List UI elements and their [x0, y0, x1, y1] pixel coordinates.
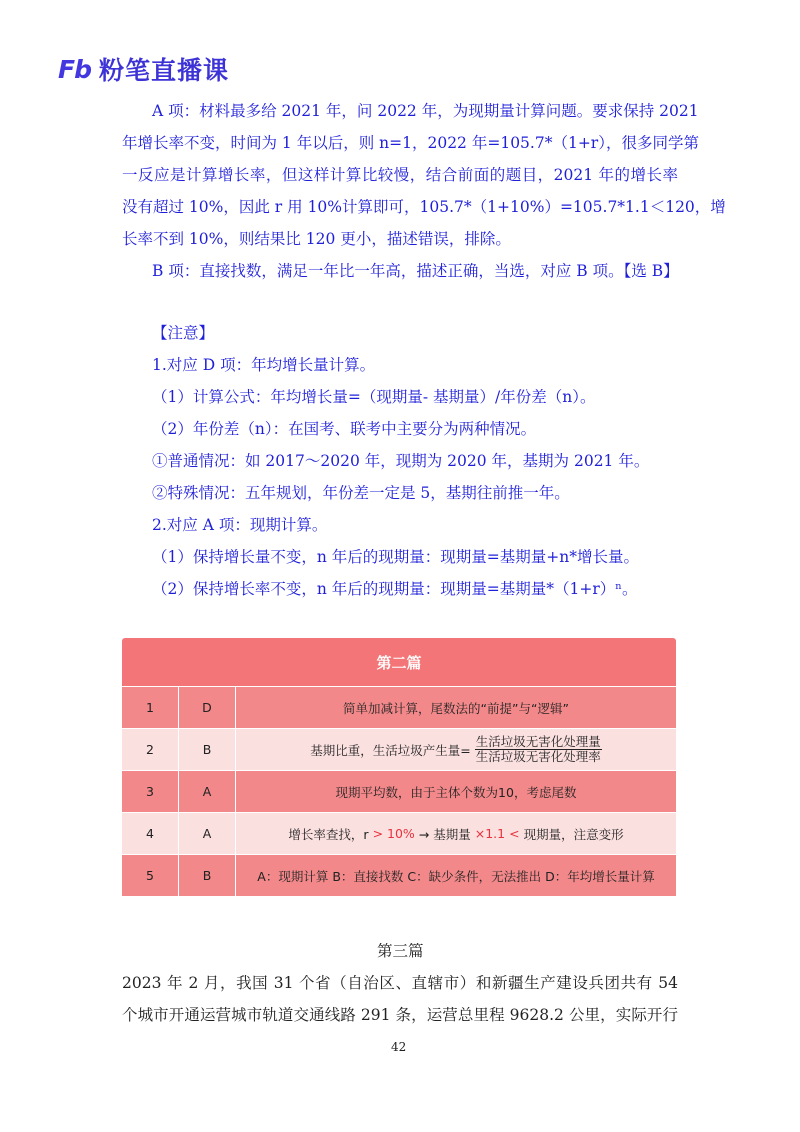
row-answer: A — [178, 771, 236, 812]
row-description: 现期量，注意变形 — [523, 826, 624, 842]
fb-logo-icon: Fb — [58, 54, 91, 84]
row-number: 1 — [146, 700, 154, 715]
note-line: 1.对应 D 项：年均增长量计算。 — [152, 356, 376, 374]
table-row — [122, 728, 676, 770]
row-number: 3 — [146, 784, 154, 799]
highlight-text: > 10% — [372, 826, 415, 841]
note-line: （2）年份差（n）：在国考、联考中主要分为两种情况。 — [152, 420, 537, 438]
text-line: A 项：材料最多给 2021 年，问 2022 年，为现期量计算问题。要求保持 2021 — [152, 102, 699, 120]
row-description: 增长率查找，r — [288, 826, 369, 842]
note-line: （1）保持增长量不变，n 年后的现期量：现期量=基期量+n*增长量。 — [152, 548, 639, 566]
row-description: → 基期量 — [418, 826, 471, 842]
row-answer: D — [178, 687, 236, 728]
logo-text: 粉笔直播课 — [98, 56, 229, 85]
row-number: 2 — [146, 742, 154, 757]
table-title: 第二篇 — [122, 638, 676, 686]
fraction-numerator: 生活垃圾无害化处理量 — [475, 734, 601, 749]
row-number: 4 — [146, 826, 154, 841]
section-title: 第三篇 — [377, 942, 424, 960]
text-line: 年增长率不变，时间为 1 年以后，则 n=1，2022 年=105.7*（1+r），很多同学第 — [122, 134, 699, 152]
paragraph-b: B 项：直接找数，满足一年比一年高，描述正确，当选，对应 B 项。【选 B】 — [152, 262, 679, 280]
table-row — [122, 812, 676, 854]
row-answer: B — [178, 729, 236, 770]
table-row — [122, 770, 676, 812]
note-line: 2.对应 A 项：现期计算。 — [152, 516, 328, 534]
row-description: A：现期计算 B：直接找数 C：缺少条件，无法推出 D：年均增长量计算 — [257, 868, 655, 884]
row-answer: A — [178, 813, 236, 854]
fraction-denominator: 生活垃圾无害化处理率 — [475, 749, 601, 764]
notes-heading: 【注意】 — [152, 324, 215, 342]
row-description: 现期平均数，由于主体个数为10，考虑尾数 — [335, 784, 577, 800]
note-line: ②特殊情况：五年规划，年份差一定是 5，基期往前推一年。 — [152, 484, 570, 502]
page-number: 42 — [391, 1040, 407, 1054]
note-line: ①普通情况：如 2017～2020 年，现期为 2020 年，基期为 2021 年。 — [152, 452, 650, 470]
text-line: 长率不到 10%，则结果比 120 更小，描述错误，排除。 — [122, 230, 511, 248]
note-line: （2）保持增长率不变，n 年后的现期量：现期量=基期量*（1+r）ⁿ。 — [152, 580, 638, 598]
fenbi-logo — [58, 54, 229, 84]
fraction — [475, 735, 602, 764]
table-row — [122, 854, 676, 896]
row-description: 简单加减计算，尾数法的“前提”与“逻辑” — [343, 700, 569, 716]
row-description: 基期比重，生活垃圾产生量= — [310, 742, 471, 758]
note-line: （1）计算公式：年均增长量=（现期量- 基期量）/年份差（n）。 — [152, 388, 596, 406]
answer-table — [122, 638, 676, 895]
text-line: 个城市开通运营城市轨道交通线路 291 条，运营总里程 9628.2 公里，实际开行 — [122, 1006, 678, 1024]
text-line: 没有超过 10%，因此 r 用 10%计算即可，105.7*（1+10%）=105.7*1.1＜120，增 — [122, 198, 726, 216]
highlight-text: ×1.1 < — [474, 826, 520, 841]
table-row — [122, 686, 676, 728]
text-line: 2023 年 2 月，我国 31 个省（自治区、直辖市）和新疆生产建设兵团共有 54 — [122, 974, 678, 992]
row-number: 5 — [146, 868, 154, 883]
row-answer: B — [178, 855, 236, 896]
text-line: 一反应是计算增长率，但这样计算比较慢，结合前面的题目，2021 年的增长率 — [122, 166, 678, 184]
